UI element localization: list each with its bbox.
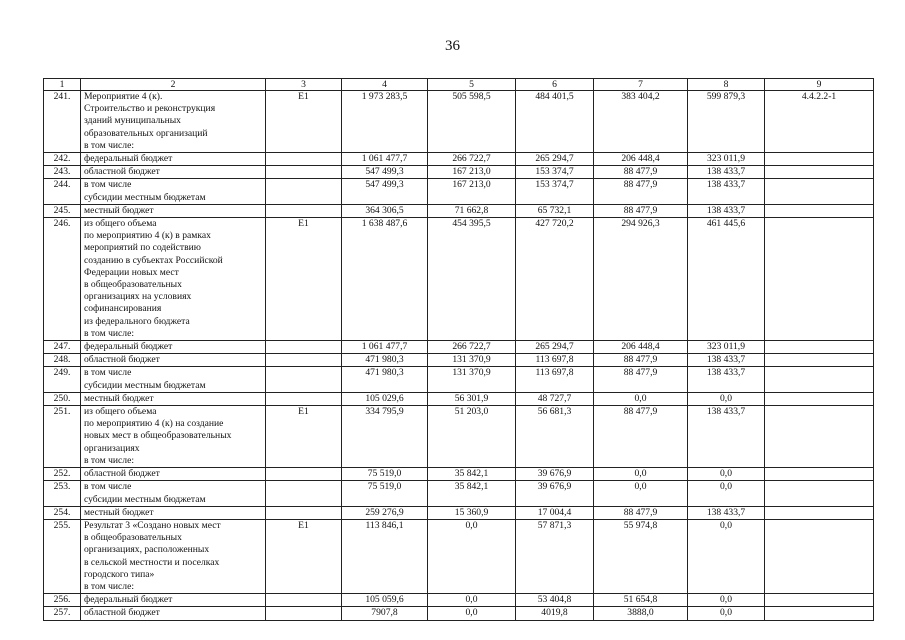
- item-name-cell: местный бюджет: [81, 204, 266, 217]
- table-row: [44, 392, 874, 405]
- row-number-cell: 248.: [44, 354, 81, 367]
- indicator-ref-cell: [765, 341, 874, 354]
- amount-year-4-cell: 138 433,7: [688, 179, 765, 204]
- row-number-cell: 249.: [44, 367, 81, 392]
- row-number-cell: 246.: [44, 218, 81, 341]
- amount-year-1-cell: 454 395,5: [428, 218, 516, 341]
- amount-total-cell: 471 980,3: [342, 367, 428, 392]
- amount-year-4-cell: 323 011,9: [688, 153, 765, 166]
- amount-year-2-cell: 484 401,5: [516, 91, 594, 153]
- item-name-cell: областной бюджет: [81, 468, 266, 481]
- amount-year-3-cell: 383 404,2: [594, 91, 688, 153]
- amount-total-cell: 7907,8: [342, 607, 428, 620]
- amount-year-4-cell: 138 433,7: [688, 367, 765, 392]
- amount-year-3-cell: 206 448,4: [594, 341, 688, 354]
- amount-year-2-cell: 113 697,8: [516, 367, 594, 392]
- table-row: [44, 519, 874, 593]
- item-name-cell: федеральный бюджет: [81, 153, 266, 166]
- project-code-cell: [266, 468, 342, 481]
- indicator-ref-cell: 4.4.2.2-1: [765, 91, 874, 153]
- row-number-cell: 244.: [44, 179, 81, 204]
- indicator-ref-cell: [765, 481, 874, 506]
- row-number-cell: 241.: [44, 91, 81, 153]
- amount-year-3-cell: 55 974,8: [594, 519, 688, 593]
- row-number-cell: 253.: [44, 481, 81, 506]
- project-code-cell: [266, 392, 342, 405]
- table-row: [44, 166, 874, 179]
- amount-year-2-cell: 57 871,3: [516, 519, 594, 593]
- item-name-cell: областной бюджет: [81, 166, 266, 179]
- header-cell: 4: [342, 79, 428, 91]
- amount-year-1-cell: 167 213,0: [428, 179, 516, 204]
- row-number-cell: 242.: [44, 153, 81, 166]
- amount-year-1-cell: 0,0: [428, 607, 516, 620]
- amount-year-2-cell: 56 681,3: [516, 406, 594, 468]
- table-row: [44, 91, 874, 153]
- table-row: [44, 594, 874, 607]
- row-number-cell: 251.: [44, 406, 81, 468]
- amount-year-4-cell: 138 433,7: [688, 406, 765, 468]
- amount-year-3-cell: 88 477,9: [594, 204, 688, 217]
- amount-year-3-cell: 88 477,9: [594, 179, 688, 204]
- table-row: [44, 341, 874, 354]
- table-row: [44, 218, 874, 341]
- indicator-ref-cell: [765, 607, 874, 620]
- amount-year-1-cell: 167 213,0: [428, 166, 516, 179]
- indicator-ref-cell: [765, 468, 874, 481]
- item-name-cell: Мероприятие 4 (к). Строительство и реконструкция зданий муниципальных образовательных организаций в том числе:: [81, 91, 266, 153]
- indicator-ref-cell: [765, 519, 874, 593]
- amount-year-2-cell: 39 676,9: [516, 481, 594, 506]
- amount-total-cell: 105 029,6: [342, 392, 428, 405]
- page-number: 36: [445, 38, 460, 54]
- row-number-cell: 245.: [44, 204, 81, 217]
- amount-total-cell: 471 980,3: [342, 354, 428, 367]
- amount-total-cell: 547 499,3: [342, 166, 428, 179]
- header-cell: 9: [765, 79, 874, 91]
- amount-year-3-cell: 88 477,9: [594, 166, 688, 179]
- budget-table: [43, 78, 874, 621]
- amount-year-1-cell: 131 370,9: [428, 354, 516, 367]
- indicator-ref-cell: [765, 406, 874, 468]
- project-code-cell: [266, 354, 342, 367]
- project-code-cell: Е1: [266, 91, 342, 153]
- amount-year-4-cell: 461 445,6: [688, 218, 765, 341]
- amount-year-1-cell: 0,0: [428, 519, 516, 593]
- item-name-cell: из общего объема по мероприятию 4 (к) на создание новых мест в общеобразовательных организациях в том числе:: [81, 406, 266, 468]
- amount-year-4-cell: 138 433,7: [688, 166, 765, 179]
- project-code-cell: [266, 367, 342, 392]
- indicator-ref-cell: [765, 367, 874, 392]
- amount-year-1-cell: 131 370,9: [428, 367, 516, 392]
- project-code-cell: [266, 607, 342, 620]
- amount-year-1-cell: 266 722,7: [428, 153, 516, 166]
- amount-year-2-cell: 48 727,7: [516, 392, 594, 405]
- project-code-cell: [266, 506, 342, 519]
- amount-year-4-cell: 0,0: [688, 468, 765, 481]
- amount-year-3-cell: 88 477,9: [594, 354, 688, 367]
- project-code-cell: Е1: [266, 218, 342, 341]
- item-name-cell: из общего объема по мероприятию 4 (к) в рамках мероприятий по содействию созданию в субъектах Российской Федерации новых мест в общеобразовательных организациях на условиях софинансирования из федерального бюджета в том числе:: [81, 218, 266, 341]
- header-cell: 5: [428, 79, 516, 91]
- item-name-cell: областной бюджет: [81, 607, 266, 620]
- amount-year-2-cell: 153 374,7: [516, 166, 594, 179]
- amount-year-3-cell: 88 477,9: [594, 367, 688, 392]
- header-cell: 8: [688, 79, 765, 91]
- table-row: [44, 153, 874, 166]
- amount-year-4-cell: 0,0: [688, 594, 765, 607]
- table-row: [44, 406, 874, 468]
- row-number-cell: 255.: [44, 519, 81, 593]
- item-name-cell: Результат 3 «Создано новых мест в общеобразовательных организациях, расположенных в сельской местности и поселках городского типа» в том числе:: [81, 519, 266, 593]
- amount-year-2-cell: 265 294,7: [516, 153, 594, 166]
- header-row: [44, 79, 874, 91]
- indicator-ref-cell: [765, 354, 874, 367]
- project-code-cell: Е1: [266, 406, 342, 468]
- table-row: [44, 367, 874, 392]
- indicator-ref-cell: [765, 179, 874, 204]
- indicator-ref-cell: [765, 153, 874, 166]
- item-name-cell: в том числе субсидии местным бюджетам: [81, 367, 266, 392]
- amount-year-1-cell: 51 203,0: [428, 406, 516, 468]
- amount-total-cell: 75 519,0: [342, 481, 428, 506]
- amount-year-1-cell: 71 662,8: [428, 204, 516, 217]
- indicator-ref-cell: [765, 204, 874, 217]
- amount-year-4-cell: 138 433,7: [688, 204, 765, 217]
- table-row: [44, 506, 874, 519]
- project-code-cell: [266, 204, 342, 217]
- table-row: [44, 204, 874, 217]
- header-cell: 6: [516, 79, 594, 91]
- item-name-cell: в том числе субсидии местным бюджетам: [81, 481, 266, 506]
- amount-year-3-cell: 206 448,4: [594, 153, 688, 166]
- amount-total-cell: 113 846,1: [342, 519, 428, 593]
- amount-total-cell: 1 061 477,7: [342, 153, 428, 166]
- header-cell: 7: [594, 79, 688, 91]
- project-code-cell: [266, 594, 342, 607]
- amount-year-3-cell: 294 926,3: [594, 218, 688, 341]
- amount-year-4-cell: 0,0: [688, 607, 765, 620]
- project-code-cell: [266, 153, 342, 166]
- row-number-cell: 257.: [44, 607, 81, 620]
- item-name-cell: местный бюджет: [81, 506, 266, 519]
- amount-year-4-cell: 323 011,9: [688, 341, 765, 354]
- item-name-cell: федеральный бюджет: [81, 594, 266, 607]
- amount-total-cell: 364 306,5: [342, 204, 428, 217]
- amount-year-1-cell: 505 598,5: [428, 91, 516, 153]
- amount-year-1-cell: 266 722,7: [428, 341, 516, 354]
- amount-total-cell: 1 638 487,6: [342, 218, 428, 341]
- amount-year-2-cell: 113 697,8: [516, 354, 594, 367]
- row-number-cell: 247.: [44, 341, 81, 354]
- amount-total-cell: 1 973 283,5: [342, 91, 428, 153]
- project-code-cell: Е1: [266, 519, 342, 593]
- amount-year-2-cell: 427 720,2: [516, 218, 594, 341]
- table-body: [44, 79, 874, 621]
- amount-year-1-cell: 35 842,1: [428, 468, 516, 481]
- item-name-cell: федеральный бюджет: [81, 341, 266, 354]
- row-number-cell: 243.: [44, 166, 81, 179]
- project-code-cell: [266, 341, 342, 354]
- amount-year-4-cell: 0,0: [688, 519, 765, 593]
- amount-total-cell: 75 519,0: [342, 468, 428, 481]
- project-code-cell: [266, 179, 342, 204]
- project-code-cell: [266, 166, 342, 179]
- amount-year-3-cell: 0,0: [594, 392, 688, 405]
- amount-total-cell: 547 499,3: [342, 179, 428, 204]
- amount-year-3-cell: 3888,0: [594, 607, 688, 620]
- row-number-cell: 254.: [44, 506, 81, 519]
- table-row: [44, 468, 874, 481]
- amount-year-4-cell: 138 433,7: [688, 506, 765, 519]
- table-row: [44, 481, 874, 506]
- amount-total-cell: 259 276,9: [342, 506, 428, 519]
- table-row: [44, 179, 874, 204]
- item-name-cell: в том числе субсидии местным бюджетам: [81, 179, 266, 204]
- header-cell: 3: [266, 79, 342, 91]
- amount-year-4-cell: 599 879,3: [688, 91, 765, 153]
- amount-year-1-cell: 35 842,1: [428, 481, 516, 506]
- amount-year-4-cell: 0,0: [688, 392, 765, 405]
- amount-year-4-cell: 138 433,7: [688, 354, 765, 367]
- project-code-cell: [266, 481, 342, 506]
- table-row: [44, 607, 874, 620]
- amount-year-2-cell: 17 004,4: [516, 506, 594, 519]
- indicator-ref-cell: [765, 506, 874, 519]
- amount-year-1-cell: 56 301,9: [428, 392, 516, 405]
- indicator-ref-cell: [765, 166, 874, 179]
- amount-year-2-cell: 265 294,7: [516, 341, 594, 354]
- amount-year-3-cell: 51 654,8: [594, 594, 688, 607]
- amount-year-1-cell: 15 360,9: [428, 506, 516, 519]
- amount-year-2-cell: 65 732,1: [516, 204, 594, 217]
- indicator-ref-cell: [765, 392, 874, 405]
- item-name-cell: местный бюджет: [81, 392, 266, 405]
- amount-year-2-cell: 4019,8: [516, 607, 594, 620]
- table-row: [44, 354, 874, 367]
- row-number-cell: 256.: [44, 594, 81, 607]
- header-cell: 2: [81, 79, 266, 91]
- amount-year-1-cell: 0,0: [428, 594, 516, 607]
- amount-year-3-cell: 0,0: [594, 468, 688, 481]
- amount-year-2-cell: 53 404,8: [516, 594, 594, 607]
- amount-year-3-cell: 88 477,9: [594, 406, 688, 468]
- item-name-cell: областной бюджет: [81, 354, 266, 367]
- amount-year-4-cell: 0,0: [688, 481, 765, 506]
- indicator-ref-cell: [765, 218, 874, 341]
- header-cell: 1: [44, 79, 81, 91]
- indicator-ref-cell: [765, 594, 874, 607]
- amount-year-2-cell: 39 676,9: [516, 468, 594, 481]
- amount-year-3-cell: 0,0: [594, 481, 688, 506]
- row-number-cell: 252.: [44, 468, 81, 481]
- row-number-cell: 250.: [44, 392, 81, 405]
- amount-total-cell: 1 061 477,7: [342, 341, 428, 354]
- amount-total-cell: 105 059,6: [342, 594, 428, 607]
- amount-total-cell: 334 795,9: [342, 406, 428, 468]
- amount-year-2-cell: 153 374,7: [516, 179, 594, 204]
- amount-year-3-cell: 88 477,9: [594, 506, 688, 519]
